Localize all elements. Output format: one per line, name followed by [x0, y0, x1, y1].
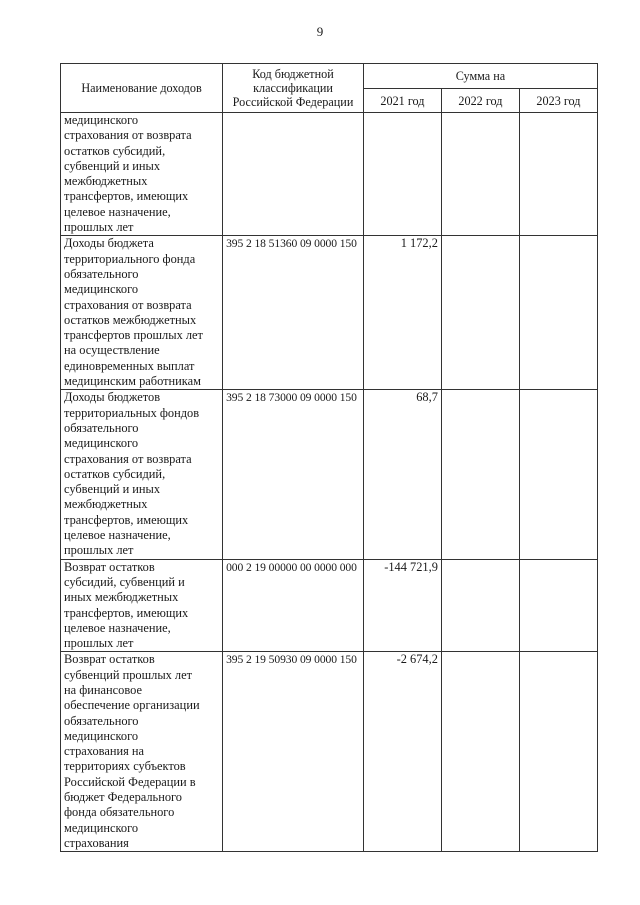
table-row: [61, 113, 598, 236]
row-amount-2021: 68,7: [363, 390, 441, 559]
row-amount-2022: [441, 652, 519, 852]
header-year-2022: 2022 год: [441, 89, 519, 113]
header-revenue-name: Наименование доходов: [61, 64, 223, 113]
row-amount-2021: -144 721,9: [363, 559, 441, 652]
table-row: [61, 652, 598, 852]
header-sum: Сумма на: [363, 64, 597, 89]
row-name: Возврат остатков субвенций прошлых лет на финансовое обеспечение организации обязательного медицинского страхования на территориях субъектов Российской Федерации в бюджет Федерального фонда обязательного медицинского страхования: [61, 652, 223, 852]
row-amount-2023: [519, 652, 597, 852]
row-amount-2022: [441, 236, 519, 390]
row-amount-2022: [441, 559, 519, 652]
row-amount-2021: 1 172,2: [363, 236, 441, 390]
header-classification-code: Код бюджетной классификации Российской Федерации: [223, 64, 364, 113]
row-amount-2023: [519, 559, 597, 652]
row-amount-2021: -2 674,2: [363, 652, 441, 852]
table-row: [61, 236, 598, 390]
budget-revenue-table: [60, 63, 598, 852]
row-name: Возврат остатков субсидий, субвенций и иных межбюджетных трансфертов, имеющих целевое назначение, прошлых лет: [61, 559, 223, 652]
header-year-2021: 2021 год: [363, 89, 441, 113]
header-year-2023: 2023 год: [519, 89, 597, 113]
row-amount-2022: [441, 113, 519, 236]
row-name: Доходы бюджетов территориальных фондов обязательного медицинского страхования от возврата остатков субсидий, субвенций и иных межбюджетных трансфертов, имеющих целевое назначение, прошлых лет: [61, 390, 223, 559]
row-amount-2021: [363, 113, 441, 236]
row-code: [223, 113, 364, 236]
row-amount-2022: [441, 390, 519, 559]
row-name: медицинского страхования от возврата остатков субсидий, субвенций и иных межбюджетных трансфертов, имеющих целевое назначение, прошлых лет: [61, 113, 223, 236]
table-row: [61, 390, 598, 559]
row-code: 395 2 19 50930 09 0000 150: [223, 652, 364, 852]
row-name: Доходы бюджета территориального фонда обязательного медицинского страхования от возврата остатков межбюджетных трансфертов прошлых лет на осуществление единовременных выплат медицинским работникам: [61, 236, 223, 390]
row-code: 000 2 19 00000 00 0000 000: [223, 559, 364, 652]
row-amount-2023: [519, 113, 597, 236]
page-number: 9: [316, 24, 324, 39]
row-amount-2023: [519, 236, 597, 390]
row-code: 395 2 18 51360 09 0000 150: [223, 236, 364, 390]
row-code: 395 2 18 73000 09 0000 150: [223, 390, 364, 559]
table-row: [61, 559, 598, 652]
table-header-row: [61, 64, 598, 89]
row-amount-2023: [519, 390, 597, 559]
